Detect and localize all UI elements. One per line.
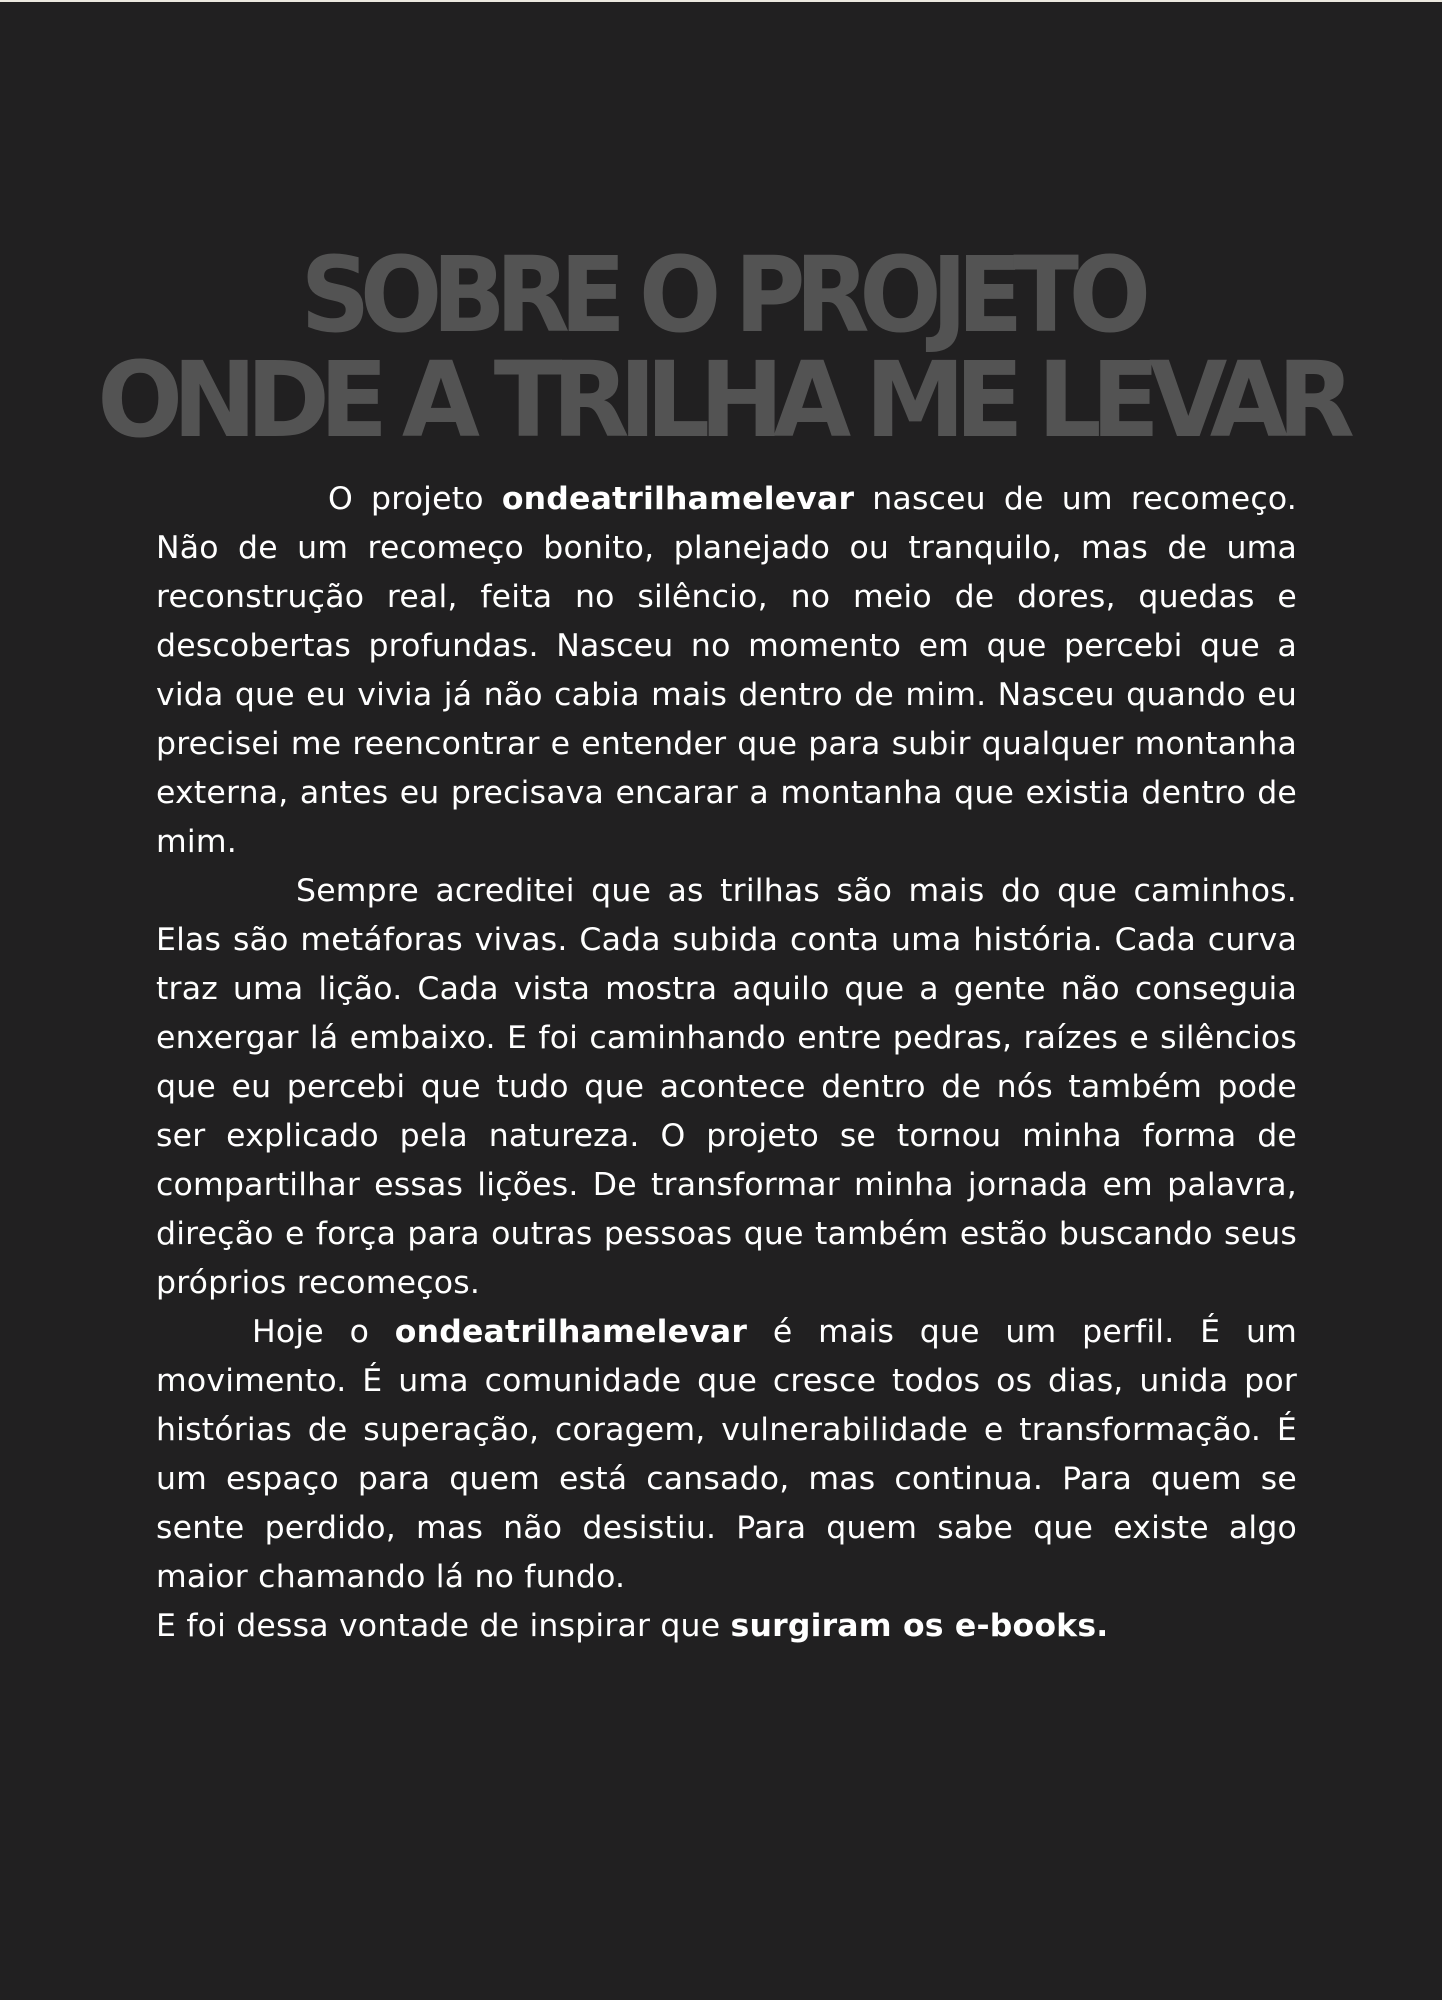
closing-line [156,1602,1297,1651]
top-edge-rule [0,0,1442,2]
paragraph-3-lead: Hoje o [252,1314,395,1350]
paragraph-1 [156,475,1297,867]
closing-line-lead: E foi dessa vontade de inspirar que [156,1608,731,1644]
closing-line-bold: surgiram os e-books. [730,1608,1109,1644]
article-body [156,475,1338,1651]
title-line-1-text: SOBRE O PROJETO [300,234,1142,356]
paragraph-1-lead: O projeto [328,481,502,517]
paragraph-2-text: Sempre acreditei que as trilhas são mais do que caminhos. Elas são metáforas vivas. Cada subida conta uma história. Cada curva traz uma lição. Cada vista mostra aquilo que a gente não conseguia enxergar lá embaixo. E foi caminhando entre pedras, raízes e silêncios que eu percebi que tudo que acontece dentro de nós também pode ser explicado pela natureza. O projeto se tornou minha forma de compartilhar essas lições. De transformar minha jornada em palavra, direção e força para outras pessoas que também estão buscando seus próprios recomeços. [156,873,1338,1301]
title-line-2 [0,339,1442,461]
paragraph-1-rest: nasceu de um recomeço. Não de um recomeço bonito, planejado ou tranquilo, mas de uma reconstrução real, feita no silêncio, no meio de dores, quedas e descobertas profundas. Nasceu no momento em que percebi que a vida que eu vivia já não cabia mais dentro de mim. Nasceu quando eu precisei me reencontrar e entender que para subir qualquer montanha externa, antes eu precisava encarar a montanha que existia dentro de mim. [156,481,1297,860]
brand-handle-bold: ondeatrilhamelevar [501,481,855,517]
paragraph-3-rest: é mais que um perfil. É um movimento. É uma comunidade que cresce todos os dias, unida por histórias de superação, coragem, vulnerabilidade e transformação. É um espaço para quem está cansado, mas continua. Para quem se sente perdido, mas não desistiu. Para quem sabe que existe algo maior chamando lá no fundo. [156,1314,1297,1595]
title-line-2-text: ONDE A TRILHA ME LEVAR [97,339,1345,461]
title-line-1 [0,234,1442,356]
paragraph-2 [156,867,1338,1308]
brand-handle-bold: ondeatrilhamelevar [394,1314,748,1350]
paragraph-3 [156,1308,1297,1602]
